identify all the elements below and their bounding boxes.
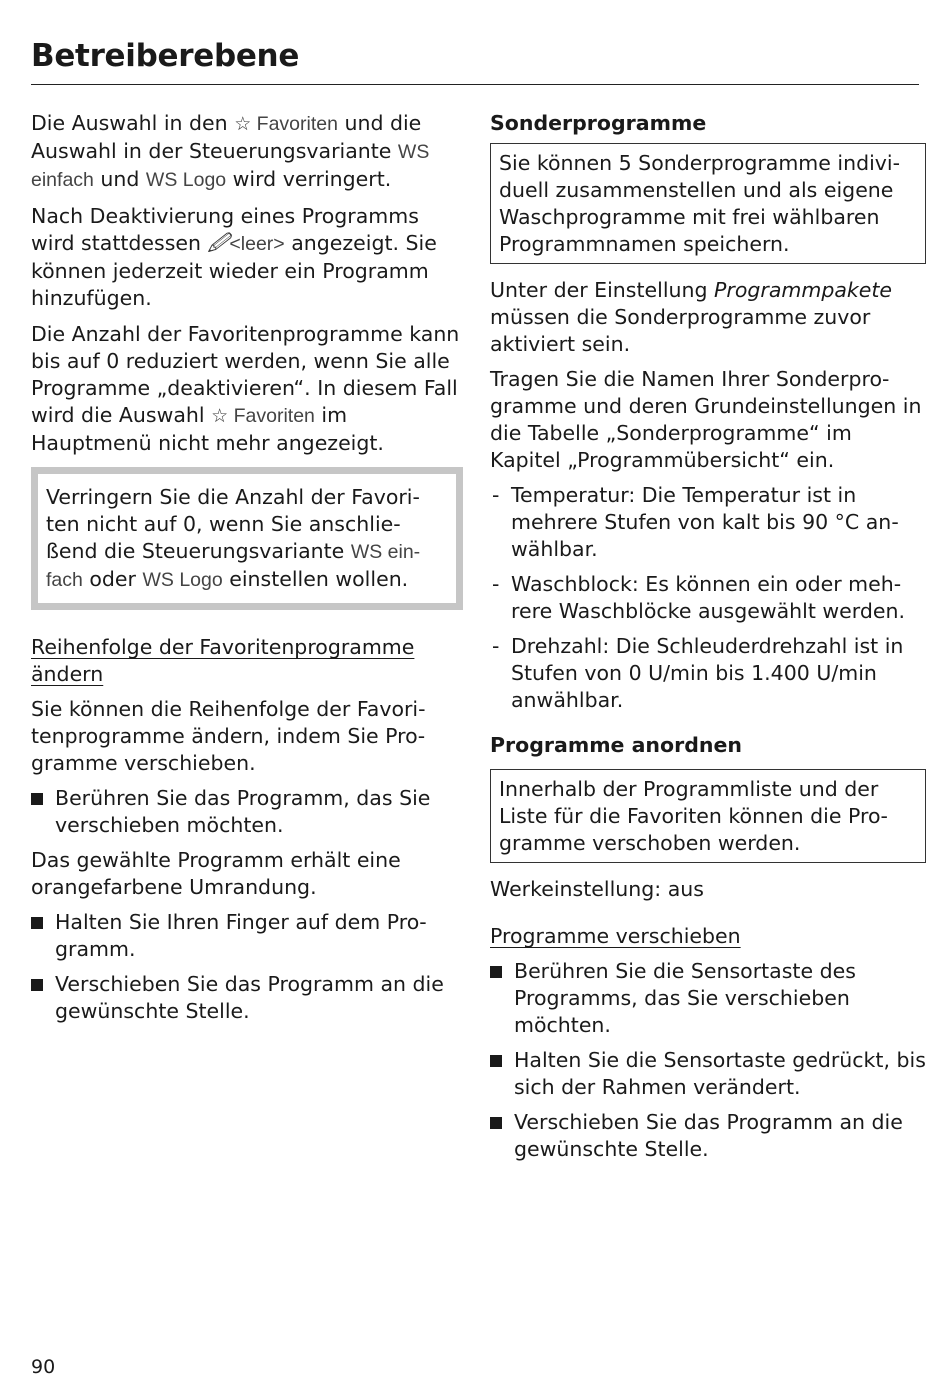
list-item: - Waschblock: Es können ein oder mehrere Waschblöcke ausgewählt werden.	[492, 572, 905, 623]
arrange-programs-heading: Programme anordnen	[490, 733, 742, 757]
program-packages-paragraph: Unter der Einstellung Programmpakete müssen die Sonderprogramme zuvor aktiviert sein.	[490, 278, 893, 356]
list-item: - Drehzahl: Die Schleuderdrehzahl ist in Stufen von 0 U/min bis 1.400 U/min anwählbar.	[492, 634, 904, 712]
list-item: Verschieben Sie das Programm an die gewünschte Stelle.	[490, 1109, 926, 1163]
deactivation-paragraph: Nach Deaktivierung eines Programms wird stattdessen 🖉<leer> angezeigt. Sie können jederzeit wieder ein Programm hinzufügen.	[31, 204, 437, 310]
setting-name: Programmpakete	[714, 278, 893, 302]
reorder-paragraph: Sie können die Reihenfolge der Favoritenprogramme ändern, indem Sie Programme verschieben.	[31, 697, 426, 775]
bullet-square-icon	[490, 1117, 502, 1129]
special-programs-heading: Sonderprogramme	[490, 111, 707, 135]
special-programs-box: Sie können 5 Sonderprogramme individuell zusammenstellen und als eigene Waschprogramme mit frei wählbaren Programmnamen speichern.	[490, 143, 926, 264]
list-item: Berühren Sie die Sensortaste des Programms, das Sie verschieben möchten.	[490, 958, 926, 1039]
left-column	[31, 110, 463, 1033]
list-item: Verschieben Sie das Programm an die gewünschte Stelle.	[31, 971, 463, 1025]
bullet-square-icon	[490, 966, 502, 978]
title-rule	[31, 84, 919, 85]
list-item: - Temperatur: Die Temperatur ist in mehrere Stufen von kalt bis 90 °C anwählbar.	[492, 483, 899, 561]
display-text-favoriten: Favoriten	[251, 113, 338, 135]
warning-note-box: Verringern Sie die Anzahl der Favoriten nicht auf 0, wenn Sie anschließend die Steuerungsvariante WS einfach oder WS Logo einstellen wollen.	[31, 467, 463, 610]
table-paragraph: Tragen Sie die Namen Ihrer Sonderprogramme und deren Grundeinstellungen in die Tabelle „Sonderprogramme“ im Kapitel „Programmübersicht“ ein.	[490, 367, 922, 472]
page-number: 90	[31, 1356, 56, 1378]
list-item: Berühren Sie das Programm, das Sie verschieben möchten.	[31, 785, 463, 839]
reorder-heading: Reihenfolge der Favoritenprogramme ändern	[31, 635, 415, 686]
bullet-square-icon	[31, 979, 43, 991]
step-list	[31, 785, 463, 839]
display-text-ws-logo: WS Logo	[142, 569, 223, 591]
count-paragraph: Die Anzahl der Favoritenprogramme kann bis auf 0 reduziert werden, wenn Sie alle Programme „deaktivieren“. In diesem Fall wird die Auswahl ☆ Favoriten im Hauptmenü nicht mehr angezeigt.	[31, 322, 460, 455]
favorites-paragraph: Die Auswahl in den ☆ Favoriten und die Auswahl in der Steuerungsvariante WS einfach und WS Logo wird verringert.	[31, 111, 430, 191]
settings-list	[490, 482, 926, 714]
display-text-ws-einfach: WS einfach	[46, 541, 421, 591]
display-text-ws-logo: WS Logo	[145, 169, 227, 191]
list-item: Halten Sie die Sensortaste gedrückt, bis sich der Rahmen verändert.	[490, 1047, 926, 1101]
display-text-leer: <leer>	[229, 233, 285, 255]
move-programs-heading: Programme verschieben	[490, 924, 741, 948]
orange-frame-paragraph: Das gewählte Programm erhält eine orangefarbene Umrandung.	[31, 848, 401, 899]
display-text-ws-einfach: WS einfach	[31, 141, 430, 191]
bullet-square-icon	[31, 793, 43, 805]
page-title: Betreiberebene	[31, 38, 300, 74]
bullet-square-icon	[31, 917, 43, 929]
right-column	[490, 110, 926, 1171]
factory-setting: Werkeinstellung: aus	[490, 877, 704, 901]
arrange-programs-box: Innerhalb der Programmliste und der Liste für die Favoriten können die Programme verschoben werden.	[490, 769, 926, 863]
step-list	[490, 958, 926, 1163]
star-icon: ☆	[234, 113, 252, 135]
pencil-icon: 🖉	[207, 231, 230, 255]
list-item: Halten Sie Ihren Finger auf dem Programm.	[31, 909, 463, 963]
step-list	[31, 909, 463, 1025]
bullet-square-icon	[490, 1055, 502, 1067]
display-text-favoriten: Favoriten	[228, 405, 315, 427]
star-icon: ☆	[211, 405, 229, 427]
